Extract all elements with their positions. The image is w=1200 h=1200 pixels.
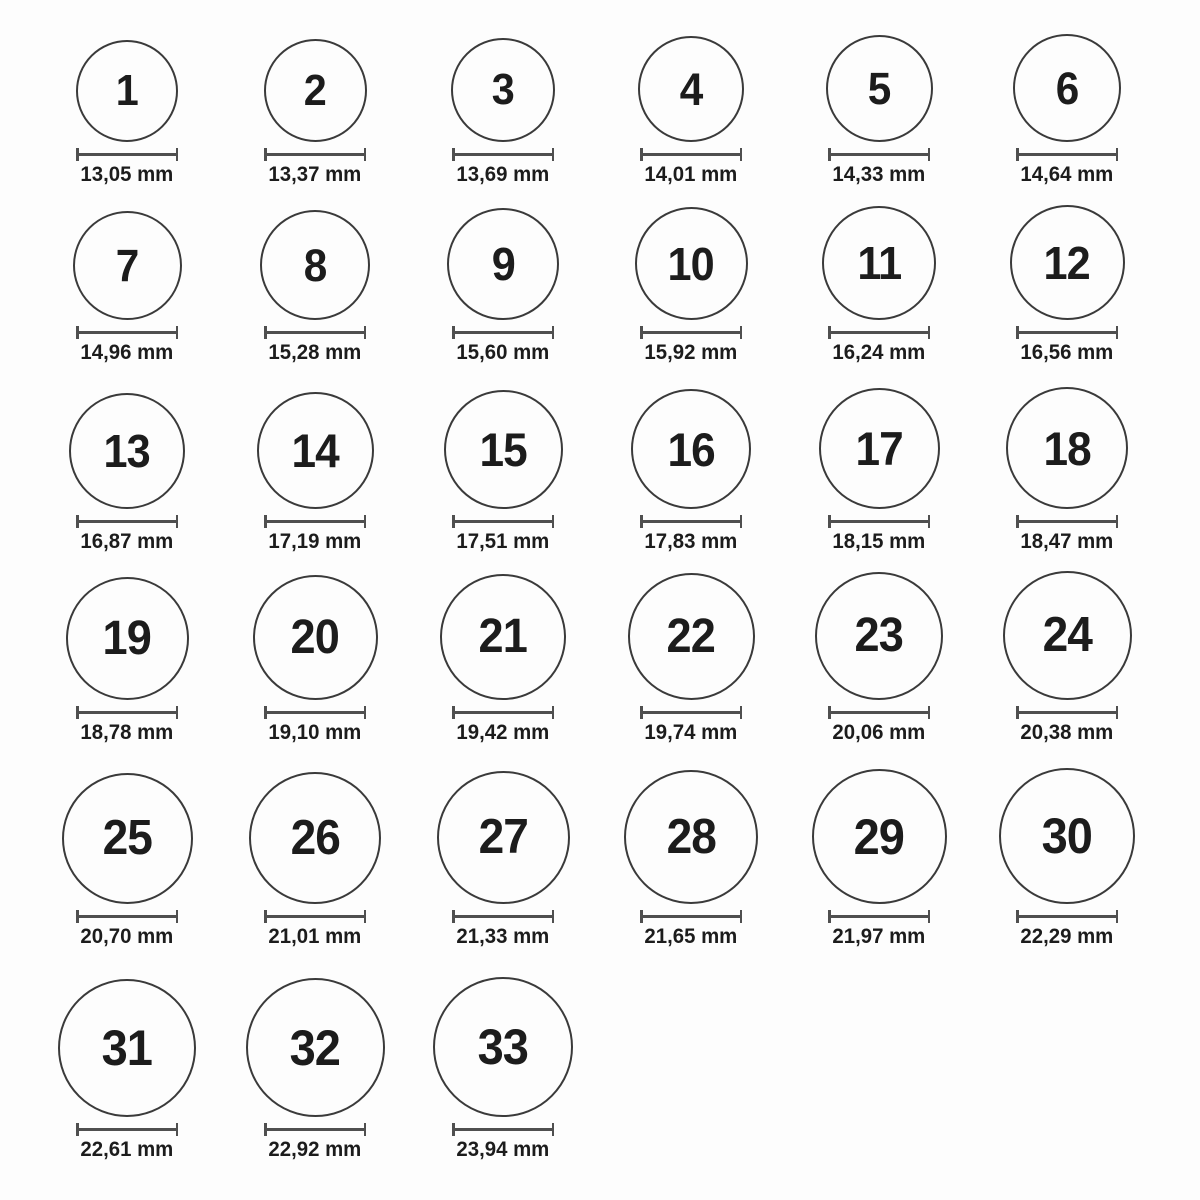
ring-size-circle: [635, 207, 748, 320]
measure-line: [264, 1128, 366, 1131]
ring-size-cell: [785, 0, 973, 185]
measure-line: [1016, 915, 1118, 918]
diameter-label: 15,28 mm: [268, 341, 362, 364]
ring-size-cell: [33, 363, 221, 552]
measure-line: [264, 153, 366, 156]
ring-size-circle: [257, 392, 374, 509]
ring-size-cell: [221, 0, 409, 185]
diameter-label: 13,05 mm: [80, 163, 174, 186]
ring-size-circle: [440, 574, 566, 700]
ring-size-cell: [973, 0, 1161, 185]
measure-line: [452, 915, 554, 918]
ring-size-circle: [433, 977, 573, 1117]
diameter-measure: [828, 148, 930, 161]
measure-line: [264, 331, 366, 334]
ring-size-circle: [1006, 387, 1128, 509]
ring-size-cell: [409, 0, 597, 185]
ring-size-cell: [973, 743, 1161, 947]
diameter-measure: [76, 910, 178, 923]
diameter-label: 13,69 mm: [456, 163, 550, 186]
ring-size-cell: [33, 0, 221, 185]
ring-size-number: 29: [853, 808, 905, 865]
ring-size-circle: [822, 206, 936, 320]
ring-size-cell: [221, 363, 409, 552]
diameter-measure: [640, 706, 742, 719]
diameter-label: 14,96 mm: [80, 341, 174, 364]
ring-size-cell: [597, 552, 785, 743]
ring-size-number: 2: [303, 65, 327, 115]
measure-line: [76, 153, 178, 156]
measure-line: [1016, 331, 1118, 334]
diameter-label: 20,06 mm: [832, 721, 926, 744]
ring-size-number: 27: [478, 810, 528, 864]
measure-line: [452, 711, 554, 714]
ring-size-circle: [451, 38, 555, 142]
measure-line: [640, 331, 742, 334]
diameter-measure: [264, 326, 366, 339]
chart-row: [33, 185, 1200, 363]
diameter-measure: [76, 706, 178, 719]
measure-tick-right-icon: [176, 326, 179, 339]
measure-line: [452, 331, 554, 334]
ring-size-circle: [447, 208, 559, 320]
ring-size-number: 10: [667, 237, 715, 290]
measure-tick-right-icon: [364, 910, 367, 923]
ring-size-cell: [597, 743, 785, 947]
diameter-label: 19,42 mm: [456, 721, 550, 744]
measure-tick-right-icon: [740, 326, 743, 339]
diameter-measure: [1016, 326, 1118, 339]
ring-size-circle: [999, 768, 1135, 904]
measure-tick-right-icon: [552, 326, 555, 339]
ring-size-cell: [409, 947, 597, 1160]
diameter-measure: [76, 515, 178, 528]
ring-size-circle: [638, 36, 744, 142]
measure-line: [828, 331, 930, 334]
measure-line: [1016, 520, 1118, 523]
ring-size-number: 11: [857, 237, 901, 289]
diameter-label: 18,78 mm: [80, 721, 174, 744]
ring-size-number: 21: [478, 610, 528, 663]
diameter-measure: [264, 148, 366, 161]
ring-size-circle: [826, 35, 933, 142]
ring-size-cell: [597, 363, 785, 552]
ring-size-number: 9: [491, 238, 515, 290]
ring-size-number: 6: [1055, 62, 1079, 114]
ring-size-number: 5: [867, 63, 891, 114]
ring-size-circle: [628, 573, 755, 700]
ring-size-circle: [260, 210, 370, 320]
diameter-measure: [76, 148, 178, 161]
diameter-measure: [452, 706, 554, 719]
ring-size-number: 18: [1043, 421, 1091, 475]
ring-size-circle: [815, 572, 943, 700]
diameter-label: 16,56 mm: [1020, 341, 1114, 364]
chart-row: [33, 552, 1200, 743]
measure-tick-right-icon: [176, 148, 179, 161]
measure-tick-right-icon: [740, 910, 743, 923]
ring-size-circle: [264, 39, 367, 142]
diameter-measure: [264, 706, 366, 719]
measure-line: [264, 520, 366, 523]
ring-size-cell: [221, 552, 409, 743]
ring-size-circle: [62, 773, 193, 904]
ring-size-cell: [221, 743, 409, 947]
measure-tick-right-icon: [740, 706, 743, 719]
measure-line: [1016, 153, 1118, 156]
diameter-measure: [828, 910, 930, 923]
chart-row: [33, 947, 1200, 1160]
measure-line: [76, 1128, 178, 1131]
diameter-label: 21,65 mm: [644, 925, 738, 948]
measure-line: [1016, 711, 1118, 714]
measure-line: [76, 520, 178, 523]
diameter-label: 22,61 mm: [80, 1138, 174, 1161]
diameter-label: 19,10 mm: [268, 721, 362, 744]
measure-tick-right-icon: [176, 515, 179, 528]
diameter-measure: [452, 910, 554, 923]
diameter-measure: [452, 515, 554, 528]
diameter-measure: [264, 515, 366, 528]
ring-size-cell: [33, 185, 221, 363]
diameter-label: 21,01 mm: [268, 925, 362, 948]
diameter-measure: [452, 148, 554, 161]
diameter-measure: [452, 1123, 554, 1136]
ring-size-circle: [631, 389, 751, 509]
ring-size-cell: [409, 185, 597, 363]
ring-size-number: 4: [679, 63, 703, 115]
measure-line: [828, 915, 930, 918]
ring-size-cell: [221, 947, 409, 1160]
measure-tick-right-icon: [176, 706, 179, 719]
measure-tick-right-icon: [740, 148, 743, 161]
measure-tick-right-icon: [1116, 910, 1119, 923]
measure-tick-right-icon: [928, 515, 931, 528]
ring-size-cell: [597, 0, 785, 185]
ring-size-circle: [819, 388, 940, 509]
chart-row: [33, 363, 1200, 552]
measure-line: [828, 520, 930, 523]
ring-size-cell: [785, 552, 973, 743]
diameter-label: 16,87 mm: [80, 530, 174, 553]
ring-size-circle: [58, 979, 196, 1117]
diameter-label: 20,38 mm: [1020, 721, 1114, 744]
ring-size-number: 23: [854, 609, 904, 662]
measure-tick-right-icon: [552, 706, 555, 719]
diameter-label: 14,01 mm: [644, 163, 738, 186]
measure-tick-right-icon: [928, 706, 931, 719]
measure-tick-right-icon: [364, 326, 367, 339]
diameter-label: 16,24 mm: [832, 341, 926, 364]
ring-size-circle: [253, 575, 378, 700]
measure-line: [640, 153, 742, 156]
ring-size-circle: [66, 577, 189, 700]
ring-size-cell: [409, 552, 597, 743]
ring-size-number: 22: [666, 609, 716, 663]
diameter-label: 18,47 mm: [1020, 530, 1114, 553]
measure-tick-right-icon: [364, 148, 367, 161]
diameter-label: 14,64 mm: [1020, 163, 1114, 186]
measure-tick-right-icon: [1116, 515, 1119, 528]
measure-line: [76, 915, 178, 918]
diameter-label: 20,70 mm: [80, 925, 174, 948]
chart-row: [33, 743, 1200, 947]
ring-size-circle: [69, 393, 185, 509]
measure-tick-right-icon: [928, 910, 931, 923]
diameter-label: 17,19 mm: [268, 530, 362, 553]
diameter-label: 15,60 mm: [456, 341, 550, 364]
measure-tick-right-icon: [740, 515, 743, 528]
diameter-label: 14,33 mm: [832, 163, 926, 186]
ring-size-cell: [597, 185, 785, 363]
diameter-measure: [640, 148, 742, 161]
diameter-label: 23,94 mm: [456, 1138, 550, 1161]
ring-size-number: 32: [289, 1019, 341, 1076]
measure-line: [640, 711, 742, 714]
ring-size-number: 20: [290, 610, 340, 664]
measure-line: [640, 915, 742, 918]
diameter-measure: [1016, 910, 1118, 923]
diameter-measure: [828, 706, 930, 719]
measure-tick-right-icon: [1116, 326, 1119, 339]
measure-line: [264, 711, 366, 714]
measure-line: [76, 331, 178, 334]
ring-size-number: 24: [1042, 608, 1092, 662]
ring-size-cell: [409, 743, 597, 947]
diameter-label: 15,92 mm: [644, 341, 738, 364]
ring-size-number: 12: [1043, 236, 1091, 289]
diameter-label: 21,33 mm: [456, 925, 550, 948]
ring-size-number: 1: [115, 66, 139, 115]
measure-tick-right-icon: [552, 148, 555, 161]
ring-size-circle: [1013, 34, 1121, 142]
ring-size-number: 17: [855, 422, 903, 475]
ring-size-number: 14: [291, 424, 339, 477]
measure-tick-right-icon: [364, 1123, 367, 1136]
measure-tick-right-icon: [1116, 148, 1119, 161]
ring-size-circle: [1003, 571, 1132, 700]
measure-tick-right-icon: [364, 515, 367, 528]
ring-size-number: 16: [667, 422, 715, 476]
ring-size-circle: [73, 211, 182, 320]
diameter-label: 21,97 mm: [832, 925, 926, 948]
measure-line: [640, 520, 742, 523]
ring-size-circle: [76, 40, 178, 142]
ring-size-cell: [973, 552, 1161, 743]
diameter-label: 22,92 mm: [268, 1138, 362, 1161]
ring-size-cell: [221, 185, 409, 363]
diameter-measure: [264, 910, 366, 923]
measure-tick-right-icon: [176, 1123, 179, 1136]
ring-size-number: 15: [479, 423, 527, 476]
diameter-measure: [640, 326, 742, 339]
measure-line: [828, 153, 930, 156]
diameter-measure: [828, 515, 930, 528]
ring-size-circle: [444, 390, 563, 509]
chart-row: [33, 0, 1200, 185]
measure-tick-right-icon: [552, 910, 555, 923]
ring-size-circle: [246, 978, 385, 1117]
diameter-label: 17,83 mm: [644, 530, 738, 553]
diameter-measure: [640, 515, 742, 528]
ring-size-cell: [33, 947, 221, 1160]
ring-size-cell: [33, 743, 221, 947]
measure-line: [452, 1128, 554, 1131]
diameter-label: 13,37 mm: [268, 163, 362, 186]
ring-size-circle: [437, 771, 570, 904]
ring-size-number: 31: [101, 1020, 153, 1076]
diameter-measure: [1016, 706, 1118, 719]
measure-tick-right-icon: [552, 515, 555, 528]
measure-tick-right-icon: [176, 910, 179, 923]
ring-size-cell: [409, 363, 597, 552]
diameter-measure: [76, 1123, 178, 1136]
ring-size-circle: [812, 769, 947, 904]
diameter-measure: [264, 1123, 366, 1136]
ring-size-cell: [33, 552, 221, 743]
ring-size-number: 25: [102, 811, 152, 865]
ring-size-number: 7: [115, 240, 139, 291]
diameter-label: 17,51 mm: [456, 530, 550, 553]
measure-tick-right-icon: [552, 1123, 555, 1136]
ring-size-cell: [973, 185, 1161, 363]
ring-size-circle: [249, 772, 381, 904]
diameter-measure: [828, 326, 930, 339]
ring-size-number: 13: [103, 425, 151, 477]
ring-size-number: 30: [1041, 808, 1093, 864]
ring-size-circle: [624, 770, 758, 904]
ring-size-circle: [1010, 205, 1125, 320]
measure-tick-right-icon: [1116, 706, 1119, 719]
ring-size-number: 33: [477, 1019, 529, 1075]
ring-size-number: 8: [303, 239, 327, 291]
diameter-label: 18,15 mm: [832, 530, 926, 553]
ring-size-cell: [973, 363, 1161, 552]
ring-size-cell: [785, 185, 973, 363]
measure-tick-right-icon: [364, 706, 367, 719]
diameter-measure: [452, 326, 554, 339]
measure-line: [828, 711, 930, 714]
diameter-measure: [640, 910, 742, 923]
diameter-measure: [1016, 148, 1118, 161]
ring-size-number: 3: [491, 65, 515, 114]
measure-line: [264, 915, 366, 918]
ring-size-cell: [785, 363, 973, 552]
diameter-label: 19,74 mm: [644, 721, 738, 744]
diameter-measure: [1016, 515, 1118, 528]
ring-size-number: 28: [666, 809, 716, 864]
measure-line: [452, 520, 554, 523]
ring-size-number: 19: [102, 611, 152, 665]
ring-size-number: 26: [290, 810, 340, 865]
diameter-measure: [76, 326, 178, 339]
measure-tick-right-icon: [928, 148, 931, 161]
ring-size-cell: [785, 743, 973, 947]
measure-tick-right-icon: [928, 326, 931, 339]
measure-line: [76, 711, 178, 714]
measure-line: [452, 153, 554, 156]
diameter-label: 22,29 mm: [1020, 925, 1114, 948]
